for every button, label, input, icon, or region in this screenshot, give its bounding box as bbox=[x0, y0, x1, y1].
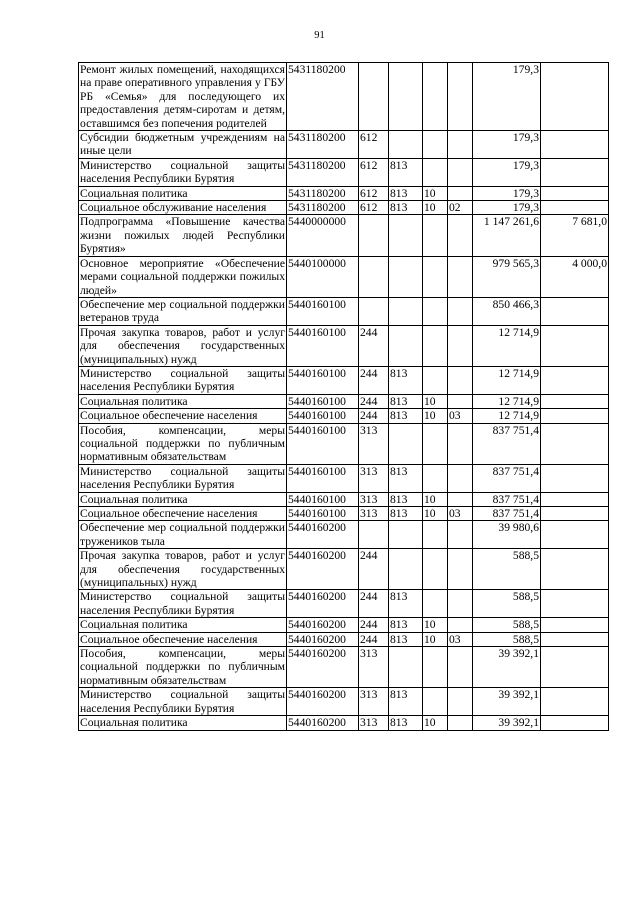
section-cell: 10 bbox=[423, 632, 448, 646]
amount-cell: 179,3 bbox=[473, 201, 541, 215]
section-cell: 10 bbox=[423, 186, 448, 200]
section-cell bbox=[423, 297, 448, 325]
subsection-cell bbox=[448, 256, 473, 297]
amount-cell: 39 392,1 bbox=[473, 688, 541, 716]
row-name-cell: Социальная политика bbox=[79, 186, 287, 200]
table-row bbox=[79, 201, 609, 215]
target-article-cell: 5431180200 bbox=[287, 131, 359, 159]
main-administrator-cell bbox=[389, 63, 423, 131]
table-row bbox=[79, 618, 609, 632]
amount-extra-cell bbox=[541, 507, 609, 521]
row-name-cell: Обеспечение мер социальной поддержки ветеранов труда bbox=[80, 297, 285, 325]
subsection-cell bbox=[448, 618, 473, 632]
row-name-cell: Основное мероприятие «Обеспечение мерами социальной поддержки пожилых людей» bbox=[80, 256, 285, 297]
main-administrator-cell: 813 bbox=[389, 409, 423, 423]
subsection-cell bbox=[448, 131, 473, 159]
expense-type-cell: 244 bbox=[359, 394, 389, 408]
main-administrator-cell bbox=[389, 215, 423, 256]
expense-type-cell: 244 bbox=[359, 618, 389, 632]
table-row bbox=[79, 131, 609, 159]
amount-extra-cell bbox=[541, 423, 609, 464]
target-article-cell: 5440160200 bbox=[287, 549, 359, 590]
subsection-cell: 02 bbox=[448, 201, 473, 215]
amount-cell: 837 751,4 bbox=[473, 423, 541, 464]
amount-cell: 979 565,3 bbox=[473, 256, 541, 297]
amount-cell: 588,5 bbox=[473, 618, 541, 632]
expense-type-cell: 313 bbox=[359, 423, 389, 464]
table-row bbox=[79, 521, 609, 549]
amount-cell: 39 392,1 bbox=[473, 716, 541, 730]
amount-cell: 12 714,9 bbox=[473, 394, 541, 408]
table-row bbox=[79, 409, 609, 423]
section-cell bbox=[423, 688, 448, 716]
section-cell: 10 bbox=[423, 201, 448, 215]
subsection-cell bbox=[448, 366, 473, 394]
row-name-cell: Социальная политика bbox=[79, 394, 287, 408]
row-name-cell: Министерство социальной защиты населения Республики Бурятия bbox=[80, 366, 285, 394]
amount-extra-cell bbox=[541, 688, 609, 716]
table-row bbox=[79, 647, 609, 688]
target-article-cell: 5440160200 bbox=[287, 688, 359, 716]
main-administrator-cell: 813 bbox=[389, 632, 423, 646]
amount-cell: 837 751,4 bbox=[473, 492, 541, 506]
target-article-cell: 5440160100 bbox=[287, 325, 359, 366]
row-name-cell: Пособия, компенсации, меры социальной поддержки по публичным нормативным обязательствам bbox=[80, 647, 285, 687]
subsection-cell: 03 bbox=[448, 507, 473, 521]
amount-cell: 837 751,4 bbox=[473, 464, 541, 492]
table-row bbox=[79, 423, 609, 464]
main-administrator-cell: 813 bbox=[389, 492, 423, 506]
expense-type-cell: 244 bbox=[359, 590, 389, 618]
row-name-cell: Министерство социальной защиты населения Республики Бурятия bbox=[80, 158, 285, 186]
amount-cell: 39 980,6 bbox=[473, 521, 541, 549]
section-cell: 10 bbox=[423, 507, 448, 521]
amount-extra-cell bbox=[541, 366, 609, 394]
main-administrator-cell bbox=[389, 297, 423, 325]
subsection-cell bbox=[448, 688, 473, 716]
row-name-cell: Пособия, компенсации, меры социальной поддержки по публичным нормативным обязательствам bbox=[80, 423, 285, 464]
amount-extra-cell bbox=[541, 716, 609, 730]
expense-type-cell: 244 bbox=[359, 409, 389, 423]
row-name-cell: Министерство социальной защиты населения Республики Бурятия bbox=[80, 590, 285, 617]
target-article-cell: 5431180200 bbox=[287, 158, 359, 186]
expense-type-cell: 244 bbox=[359, 325, 389, 366]
amount-extra-cell bbox=[541, 409, 609, 423]
subsection-cell bbox=[448, 186, 473, 200]
section-cell: 10 bbox=[423, 492, 448, 506]
expense-type-cell: 612 bbox=[359, 158, 389, 186]
table-row bbox=[79, 63, 609, 131]
amount-cell: 850 466,3 bbox=[473, 297, 541, 325]
amount-extra-cell bbox=[541, 590, 609, 618]
amount-cell: 12 714,9 bbox=[473, 366, 541, 394]
table-row bbox=[79, 394, 609, 408]
expense-type-cell: 313 bbox=[359, 507, 389, 521]
table-row bbox=[79, 590, 609, 618]
expense-type-cell: 244 bbox=[359, 366, 389, 394]
target-article-cell: 5440160100 bbox=[287, 366, 359, 394]
amount-cell: 588,5 bbox=[473, 590, 541, 618]
target-article-cell: 5440160100 bbox=[287, 492, 359, 506]
amount-extra-cell bbox=[541, 325, 609, 366]
amount-cell: 1 147 261,6 bbox=[473, 215, 541, 256]
expense-type-cell bbox=[359, 63, 389, 131]
main-administrator-cell: 813 bbox=[389, 464, 423, 492]
table-row bbox=[79, 325, 609, 366]
amount-cell: 39 392,1 bbox=[473, 647, 541, 688]
section-cell bbox=[423, 549, 448, 590]
subsection-cell: 03 bbox=[448, 409, 473, 423]
subsection-cell bbox=[448, 549, 473, 590]
section-cell bbox=[423, 256, 448, 297]
section-cell bbox=[423, 366, 448, 394]
main-administrator-cell bbox=[389, 423, 423, 464]
target-article-cell: 5440160200 bbox=[287, 647, 359, 688]
row-name-cell: Субсидии бюджетным учреждениям на иные цели bbox=[80, 131, 285, 158]
section-cell bbox=[423, 647, 448, 688]
amount-extra-cell bbox=[541, 492, 609, 506]
expense-type-cell: 313 bbox=[359, 688, 389, 716]
section-cell bbox=[423, 423, 448, 464]
target-article-cell: 5440160100 bbox=[287, 507, 359, 521]
subsection-cell bbox=[448, 158, 473, 186]
section-cell bbox=[423, 158, 448, 186]
table-row bbox=[79, 297, 609, 325]
amount-extra-cell bbox=[541, 549, 609, 590]
subsection-cell bbox=[448, 423, 473, 464]
table-row bbox=[79, 464, 609, 492]
expense-type-cell: 313 bbox=[359, 647, 389, 688]
section-cell bbox=[423, 325, 448, 366]
row-name-cell: Социальная политика bbox=[79, 492, 287, 506]
section-cell: 10 bbox=[423, 394, 448, 408]
subsection-cell bbox=[448, 492, 473, 506]
amount-cell: 12 714,9 bbox=[473, 325, 541, 366]
subsection-cell bbox=[448, 590, 473, 618]
amount-extra-cell bbox=[541, 158, 609, 186]
row-name-cell: Подпрограмма «Повышение качества жизни пожилых людей Республики Бурятия» bbox=[80, 215, 285, 256]
expense-type-cell bbox=[359, 256, 389, 297]
section-cell bbox=[423, 131, 448, 159]
main-administrator-cell: 813 bbox=[389, 507, 423, 521]
row-name-cell: Социальное обслуживание населения bbox=[79, 201, 287, 215]
subsection-cell bbox=[448, 325, 473, 366]
main-administrator-cell bbox=[389, 131, 423, 159]
amount-cell: 12 714,9 bbox=[473, 409, 541, 423]
amount-extra-cell bbox=[541, 632, 609, 646]
table-row bbox=[79, 632, 609, 646]
section-cell bbox=[423, 590, 448, 618]
expense-type-cell: 313 bbox=[359, 464, 389, 492]
main-administrator-cell: 813 bbox=[389, 618, 423, 632]
target-article-cell: 5440160200 bbox=[287, 521, 359, 549]
target-article-cell: 5440000000 bbox=[287, 215, 359, 256]
amount-cell: 179,3 bbox=[473, 63, 541, 131]
section-cell bbox=[423, 521, 448, 549]
amount-extra-cell bbox=[541, 186, 609, 200]
subsection-cell bbox=[448, 647, 473, 688]
amount-extra-cell bbox=[541, 394, 609, 408]
expense-type-cell: 244 bbox=[359, 632, 389, 646]
section-cell bbox=[423, 464, 448, 492]
target-article-cell: 5431180200 bbox=[287, 201, 359, 215]
main-administrator-cell bbox=[389, 325, 423, 366]
amount-extra-cell bbox=[541, 464, 609, 492]
subsection-cell bbox=[448, 215, 473, 256]
main-administrator-cell: 813 bbox=[389, 394, 423, 408]
amount-extra-cell bbox=[541, 201, 609, 215]
row-name-cell: Ремонт жилых помещений, находящихся на праве оперативного управления у ГБУ РБ «Семья» для последующего их предоставления детям-сиротам и детям, оставшимся без попечения родителей bbox=[80, 63, 285, 130]
row-name-cell: Прочая закупка товаров, работ и услуг для обеспечения государственных (муниципальных) нужд bbox=[80, 325, 285, 366]
amount-extra-cell: 4 000,0 bbox=[541, 256, 609, 297]
target-article-cell: 5431180200 bbox=[287, 186, 359, 200]
subsection-cell bbox=[448, 394, 473, 408]
target-article-cell: 5440160200 bbox=[287, 716, 359, 730]
expense-type-cell bbox=[359, 521, 389, 549]
main-administrator-cell bbox=[389, 549, 423, 590]
table-row bbox=[79, 215, 609, 256]
expense-type-cell bbox=[359, 215, 389, 256]
row-name-cell: Министерство социальной защиты населения Республики Бурятия bbox=[80, 688, 285, 715]
table-row bbox=[79, 549, 609, 590]
target-article-cell: 5440160200 bbox=[287, 632, 359, 646]
main-administrator-cell: 813 bbox=[389, 201, 423, 215]
section-cell bbox=[423, 215, 448, 256]
subsection-cell: 03 bbox=[448, 632, 473, 646]
table-row bbox=[79, 716, 609, 730]
amount-cell: 837 751,4 bbox=[473, 507, 541, 521]
expense-type-cell bbox=[359, 297, 389, 325]
subsection-cell bbox=[448, 63, 473, 131]
row-name-cell: Социальное обеспечение населения bbox=[79, 409, 287, 423]
main-administrator-cell: 813 bbox=[389, 590, 423, 618]
section-cell bbox=[423, 63, 448, 131]
target-article-cell: 5440160100 bbox=[287, 297, 359, 325]
expense-type-cell: 244 bbox=[359, 549, 389, 590]
budget-table bbox=[78, 62, 609, 731]
amount-extra-cell bbox=[541, 63, 609, 131]
main-administrator-cell: 813 bbox=[389, 158, 423, 186]
target-article-cell: 5440100000 bbox=[287, 256, 359, 297]
subsection-cell bbox=[448, 297, 473, 325]
row-name-cell: Министерство социальной защиты населения Республики Бурятия bbox=[80, 464, 285, 492]
main-administrator-cell bbox=[389, 256, 423, 297]
target-article-cell: 5440160200 bbox=[287, 590, 359, 618]
expense-type-cell: 612 bbox=[359, 131, 389, 159]
page-number: 91 bbox=[314, 30, 325, 41]
table-row bbox=[79, 492, 609, 506]
amount-cell: 179,3 bbox=[473, 186, 541, 200]
section-cell: 10 bbox=[423, 409, 448, 423]
expense-type-cell: 313 bbox=[359, 716, 389, 730]
subsection-cell bbox=[448, 716, 473, 730]
table-row bbox=[79, 366, 609, 394]
row-name-cell: Социальная политика bbox=[79, 618, 287, 632]
amount-extra-cell bbox=[541, 618, 609, 632]
row-name-cell: Социальное обеспечение населения bbox=[79, 507, 287, 521]
amount-cell: 179,3 bbox=[473, 131, 541, 159]
main-administrator-cell: 813 bbox=[389, 186, 423, 200]
table-row bbox=[79, 158, 609, 186]
main-administrator-cell bbox=[389, 521, 423, 549]
row-name-cell: Социальное обеспечение населения bbox=[79, 632, 287, 646]
amount-extra-cell bbox=[541, 131, 609, 159]
table-row bbox=[79, 688, 609, 716]
target-article-cell: 5440160100 bbox=[287, 464, 359, 492]
table-row bbox=[79, 507, 609, 521]
target-article-cell: 5440160200 bbox=[287, 618, 359, 632]
row-name-cell: Прочая закупка товаров, работ и услуг для обеспечения государственных (муниципальных) нужд bbox=[80, 549, 285, 590]
target-article-cell: 5440160100 bbox=[287, 409, 359, 423]
main-administrator-cell: 813 bbox=[389, 366, 423, 394]
amount-extra-cell: 7 681,0 bbox=[541, 215, 609, 256]
amount-cell: 179,3 bbox=[473, 158, 541, 186]
target-article-cell: 5440160100 bbox=[287, 423, 359, 464]
amount-cell: 588,5 bbox=[473, 632, 541, 646]
section-cell: 10 bbox=[423, 618, 448, 632]
main-administrator-cell: 813 bbox=[389, 716, 423, 730]
target-article-cell: 5431180200 bbox=[287, 63, 359, 131]
row-name-cell: Обеспечение мер социальной поддержки тружеников тыла bbox=[80, 521, 285, 548]
expense-type-cell: 612 bbox=[359, 201, 389, 215]
target-article-cell: 5440160100 bbox=[287, 394, 359, 408]
amount-extra-cell bbox=[541, 297, 609, 325]
row-name-cell: Социальная политика bbox=[79, 716, 287, 730]
expense-type-cell: 612 bbox=[359, 186, 389, 200]
subsection-cell bbox=[448, 521, 473, 549]
expense-type-cell: 313 bbox=[359, 492, 389, 506]
budget-table-body bbox=[79, 63, 609, 731]
section-cell: 10 bbox=[423, 716, 448, 730]
table-row bbox=[79, 186, 609, 200]
amount-cell: 588,5 bbox=[473, 549, 541, 590]
amount-extra-cell bbox=[541, 521, 609, 549]
subsection-cell bbox=[448, 464, 473, 492]
table-row bbox=[79, 256, 609, 297]
main-administrator-cell bbox=[389, 647, 423, 688]
amount-extra-cell bbox=[541, 647, 609, 688]
main-administrator-cell: 813 bbox=[389, 688, 423, 716]
